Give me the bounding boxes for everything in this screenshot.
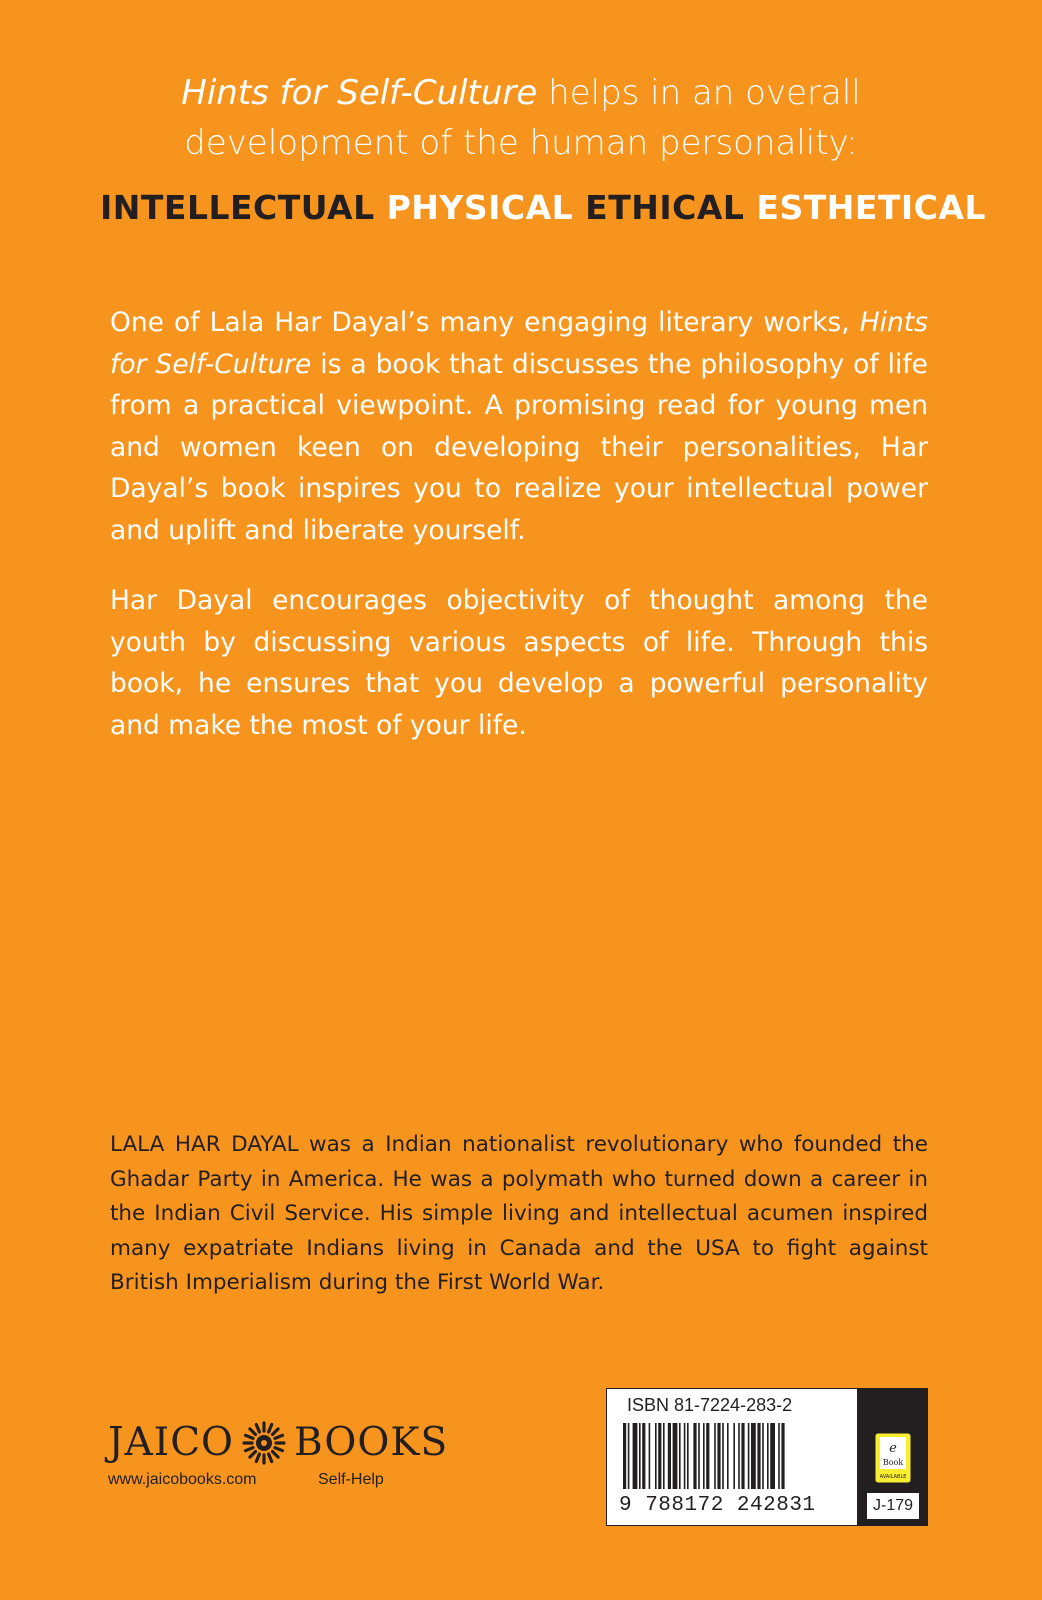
barcode-side-panel <box>857 1389 927 1525</box>
barcode-bar <box>770 1423 775 1489</box>
barcode-bar <box>733 1423 735 1489</box>
barcode-bar <box>673 1423 678 1489</box>
description-text: One of Lala Har Dayal’s many engaging literary works, <box>110 307 860 338</box>
isbn-label: ISBN 81-7224-283-2 <box>627 1395 793 1415</box>
barcode-bar <box>741 1423 744 1489</box>
barcode-bar <box>778 1423 780 1489</box>
ebook-available-icon <box>875 1433 911 1483</box>
barcode-bar <box>738 1423 740 1489</box>
barcode-bar <box>781 1423 784 1489</box>
publisher-name-right: BOOKS <box>294 1420 449 1465</box>
book-title-italic: Hints for Self-Culture <box>181 73 538 113</box>
publisher-name-left: JAICO <box>108 1420 235 1465</box>
barcode-bar <box>703 1423 705 1489</box>
barcode-bar <box>717 1423 720 1489</box>
ebook-available-text: AVAILABLE <box>879 1474 907 1480</box>
ebook-e-text: e <box>889 1441 897 1456</box>
barcode-bar <box>633 1423 638 1489</box>
barcode-bar <box>628 1423 630 1489</box>
barcode-bar <box>767 1423 769 1489</box>
trait-ethical: ETHICAL <box>585 188 745 227</box>
barcode-bar <box>687 1423 689 1489</box>
barcode-bar <box>748 1423 750 1489</box>
publisher-block <box>108 1420 468 1489</box>
barcode-bar <box>693 1423 696 1489</box>
trait-intellectual: INTELLECTUAL <box>100 188 375 227</box>
traits-row <box>100 188 986 227</box>
barcode-bar <box>663 1423 665 1489</box>
book-title-italic: Hints for Self-Culture <box>110 307 928 380</box>
book-code: J-179 <box>867 1493 919 1519</box>
barcode-area <box>607 1389 857 1525</box>
publisher-logo <box>108 1420 468 1465</box>
barcode-bar <box>623 1423 626 1489</box>
trait-esthetical: ESTHETICAL <box>756 188 986 227</box>
description-text: is a book that discusses the philosophy of life from a practical viewpoint. A promising read for young men and women keen on developing their personalities, Har Dayal’s book inspires you to realize your intellectual power and uplift and liberate yourself. <box>110 348 928 546</box>
barcode-bar <box>698 1423 700 1489</box>
barcode-bar <box>722 1423 724 1489</box>
publisher-website: www.jaicobooks.com <box>108 1471 257 1488</box>
barcode-bar <box>655 1423 657 1489</box>
barcode-bar <box>639 1423 641 1489</box>
barcode-bar <box>668 1423 671 1489</box>
barcode-bar <box>714 1423 716 1489</box>
tagline <box>110 68 932 168</box>
jaico-emblem-icon <box>242 1421 286 1465</box>
description-paragraph-2: Har Dayal encourages objectivity of thought among the youth by discussing various aspects of life. Through this book, he ensures that you develop a powerful personality and make the most of your life. <box>110 585 928 741</box>
barcode-bar <box>757 1423 760 1489</box>
ebook-book-text: Book <box>882 1458 904 1467</box>
barcode-digits: 9 788172 242831 <box>619 1494 816 1517</box>
barcode-bar <box>642 1423 645 1489</box>
barcode-bar <box>751 1423 756 1489</box>
barcode-box <box>606 1388 928 1526</box>
barcode-bar <box>679 1423 681 1489</box>
barcode-bar <box>684 1423 686 1489</box>
barcode-bar <box>658 1423 661 1489</box>
barcode-bar <box>649 1423 651 1489</box>
description-paragraph-1 <box>110 302 928 551</box>
author-bio: LALA HAR DAYAL was a Indian nationalist revolutionary who founded the Ghadar Party in America. He was a polymath who turned down a career in the Indian Civil Service. His simple living and intellectual acumen inspired many expatriate Indians living in Canada and the USA to fight against British Imperialism during the First World War. <box>110 1132 928 1295</box>
book-category: Self-Help <box>318 1471 384 1488</box>
barcode-bars <box>623 1423 843 1493</box>
barcode-bar <box>727 1423 729 1489</box>
barcode-bar <box>706 1423 709 1489</box>
tagline-text: helps in an overall development of the human personality: <box>184 73 861 163</box>
barcode-bar <box>762 1423 764 1489</box>
trait-physical: PHYSICAL <box>386 188 574 227</box>
